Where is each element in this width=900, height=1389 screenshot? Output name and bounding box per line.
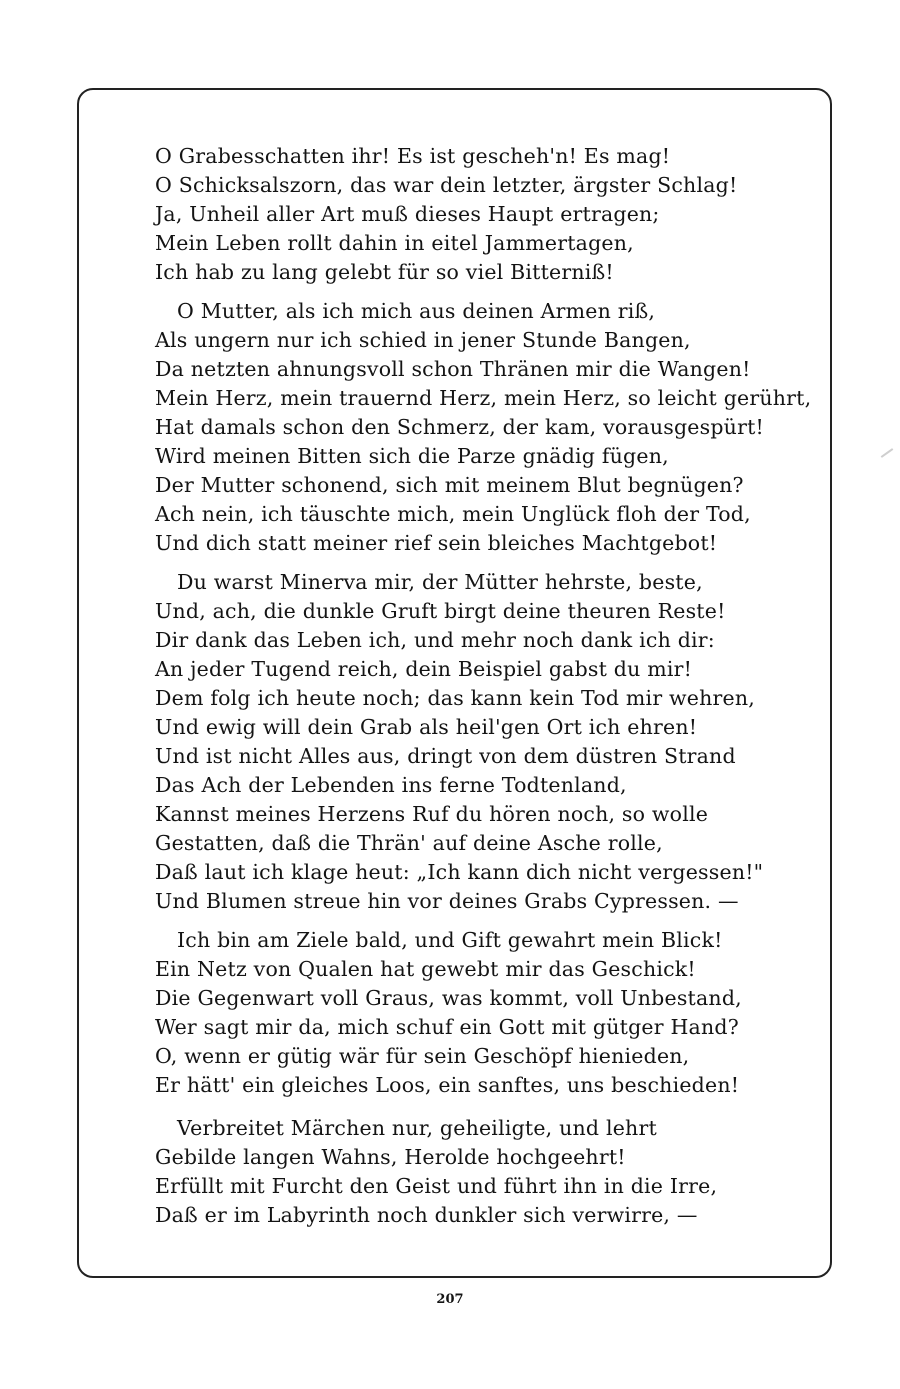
poem-line: Und, ach, die dunkle Gruft birgt deine theuren Reste! bbox=[155, 599, 726, 623]
poem-line: Und Blumen streue hin vor deines Grabs Cypressen. — bbox=[155, 889, 739, 913]
stanza-3 bbox=[155, 568, 795, 916]
poem-line: Der Mutter schonend, sich mit meinem Blut begnügen? bbox=[155, 473, 744, 497]
page-number: 207 bbox=[436, 1292, 464, 1307]
poem-line: Gestatten, daß die Thrän' auf deine Asche rolle, bbox=[155, 831, 663, 855]
poem-line: Und ewig will dein Grab als heil'gen Ort ich ehren! bbox=[155, 715, 698, 739]
poem-body bbox=[155, 142, 812, 1230]
poem-line: Ich bin am Ziele bald, und Gift gewahrt mein Blick! bbox=[177, 928, 723, 952]
poem-line: Hat damals schon den Schmerz, der kam, vorausgespürt! bbox=[155, 415, 764, 439]
poem-line: Verbreitet Märchen nur, geheiligte, und lehrt bbox=[177, 1116, 657, 1140]
poem-line: Und dich statt meiner rief sein bleiches Machtgebot! bbox=[155, 531, 718, 555]
poem-line: Gebilde langen Wahns, Herolde hochgeehrt! bbox=[155, 1145, 626, 1169]
stanza-5 bbox=[155, 1114, 795, 1230]
poem-line: Dem folg ich heute noch; das kann kein Tod mir wehren, bbox=[155, 686, 755, 710]
stanza-4 bbox=[155, 926, 795, 1100]
poem-line: Ach nein, ich täuschte mich, mein Unglück floh der Tod, bbox=[155, 502, 751, 526]
poem-line: O Schicksalszorn, das war dein letzter, ärgster Schlag! bbox=[155, 173, 738, 197]
poem-line: Erfüllt mit Furcht den Geist und führt ihn in die Irre, bbox=[155, 1174, 718, 1198]
poem-line: Und ist nicht Alles aus, dringt von dem düstren Strand bbox=[155, 744, 736, 768]
stanza-gap bbox=[155, 287, 795, 297]
poem-line: Mein Herz, mein trauernd Herz, mein Herz, so leicht gerührt, bbox=[155, 386, 812, 410]
poem-line: Kannst meines Herzens Ruf du hören noch, so wolle bbox=[155, 802, 709, 826]
poem-line: Wer sagt mir da, mich schuf ein Gott mit gütger Hand? bbox=[155, 1015, 739, 1039]
stanza-2 bbox=[155, 297, 812, 558]
stanza-gap bbox=[155, 916, 795, 926]
poem-line: O Mutter, als ich mich aus deinen Armen riß, bbox=[177, 299, 656, 323]
poem-line: Er hätt' ein gleiches Loos, ein sanftes, uns beschieden! bbox=[155, 1073, 740, 1097]
poem-line: Ja, Unheil aller Art muß dieses Haupt ertragen; bbox=[155, 202, 660, 226]
poem-line: O Grabesschatten ihr! Es ist gescheh'n! Es mag! bbox=[155, 144, 671, 168]
stanza-gap bbox=[155, 558, 795, 568]
poem-line: Wird meinen Bitten sich die Parze gnädig fügen, bbox=[155, 444, 669, 468]
stanza-gap bbox=[155, 1100, 795, 1114]
poem-line: Daß er im Labyrinth noch dunkler sich verwirre, — bbox=[155, 1203, 698, 1227]
poem-line: Ein Netz von Qualen hat gewebt mir das Geschick! bbox=[155, 957, 696, 981]
poem-line: Daß laut ich klage heut: „Ich kann dich nicht vergessen!" bbox=[155, 860, 764, 884]
stanza-1 bbox=[155, 142, 795, 287]
poem-line: Als ungern nur ich schied in jener Stunde Bangen, bbox=[155, 328, 691, 352]
poem-line: Du warst Minerva mir, der Mütter hehrste, beste, bbox=[177, 570, 703, 594]
poem-line: O, wenn er gütig wär für sein Geschöpf hienieden, bbox=[155, 1044, 690, 1068]
poem-line: Dir dank das Leben ich, und mehr noch dank ich dir: bbox=[155, 628, 715, 652]
poem-line: Das Ach der Lebenden ins ferne Todtenland, bbox=[155, 773, 627, 797]
page-smudge-mark bbox=[881, 448, 894, 458]
poem-line: Ich hab zu lang gelebt für so viel Bitterniß! bbox=[155, 260, 614, 284]
poem-line: Mein Leben rollt dahin in eitel Jammertagen, bbox=[155, 231, 634, 255]
poem-line: An jeder Tugend reich, dein Beispiel gabst du mir! bbox=[155, 657, 693, 681]
poem-line: Die Gegenwart voll Graus, was kommt, voll Unbestand, bbox=[155, 986, 742, 1010]
poem-line: Da netzten ahnungsvoll schon Thränen mir die Wangen! bbox=[155, 357, 751, 381]
